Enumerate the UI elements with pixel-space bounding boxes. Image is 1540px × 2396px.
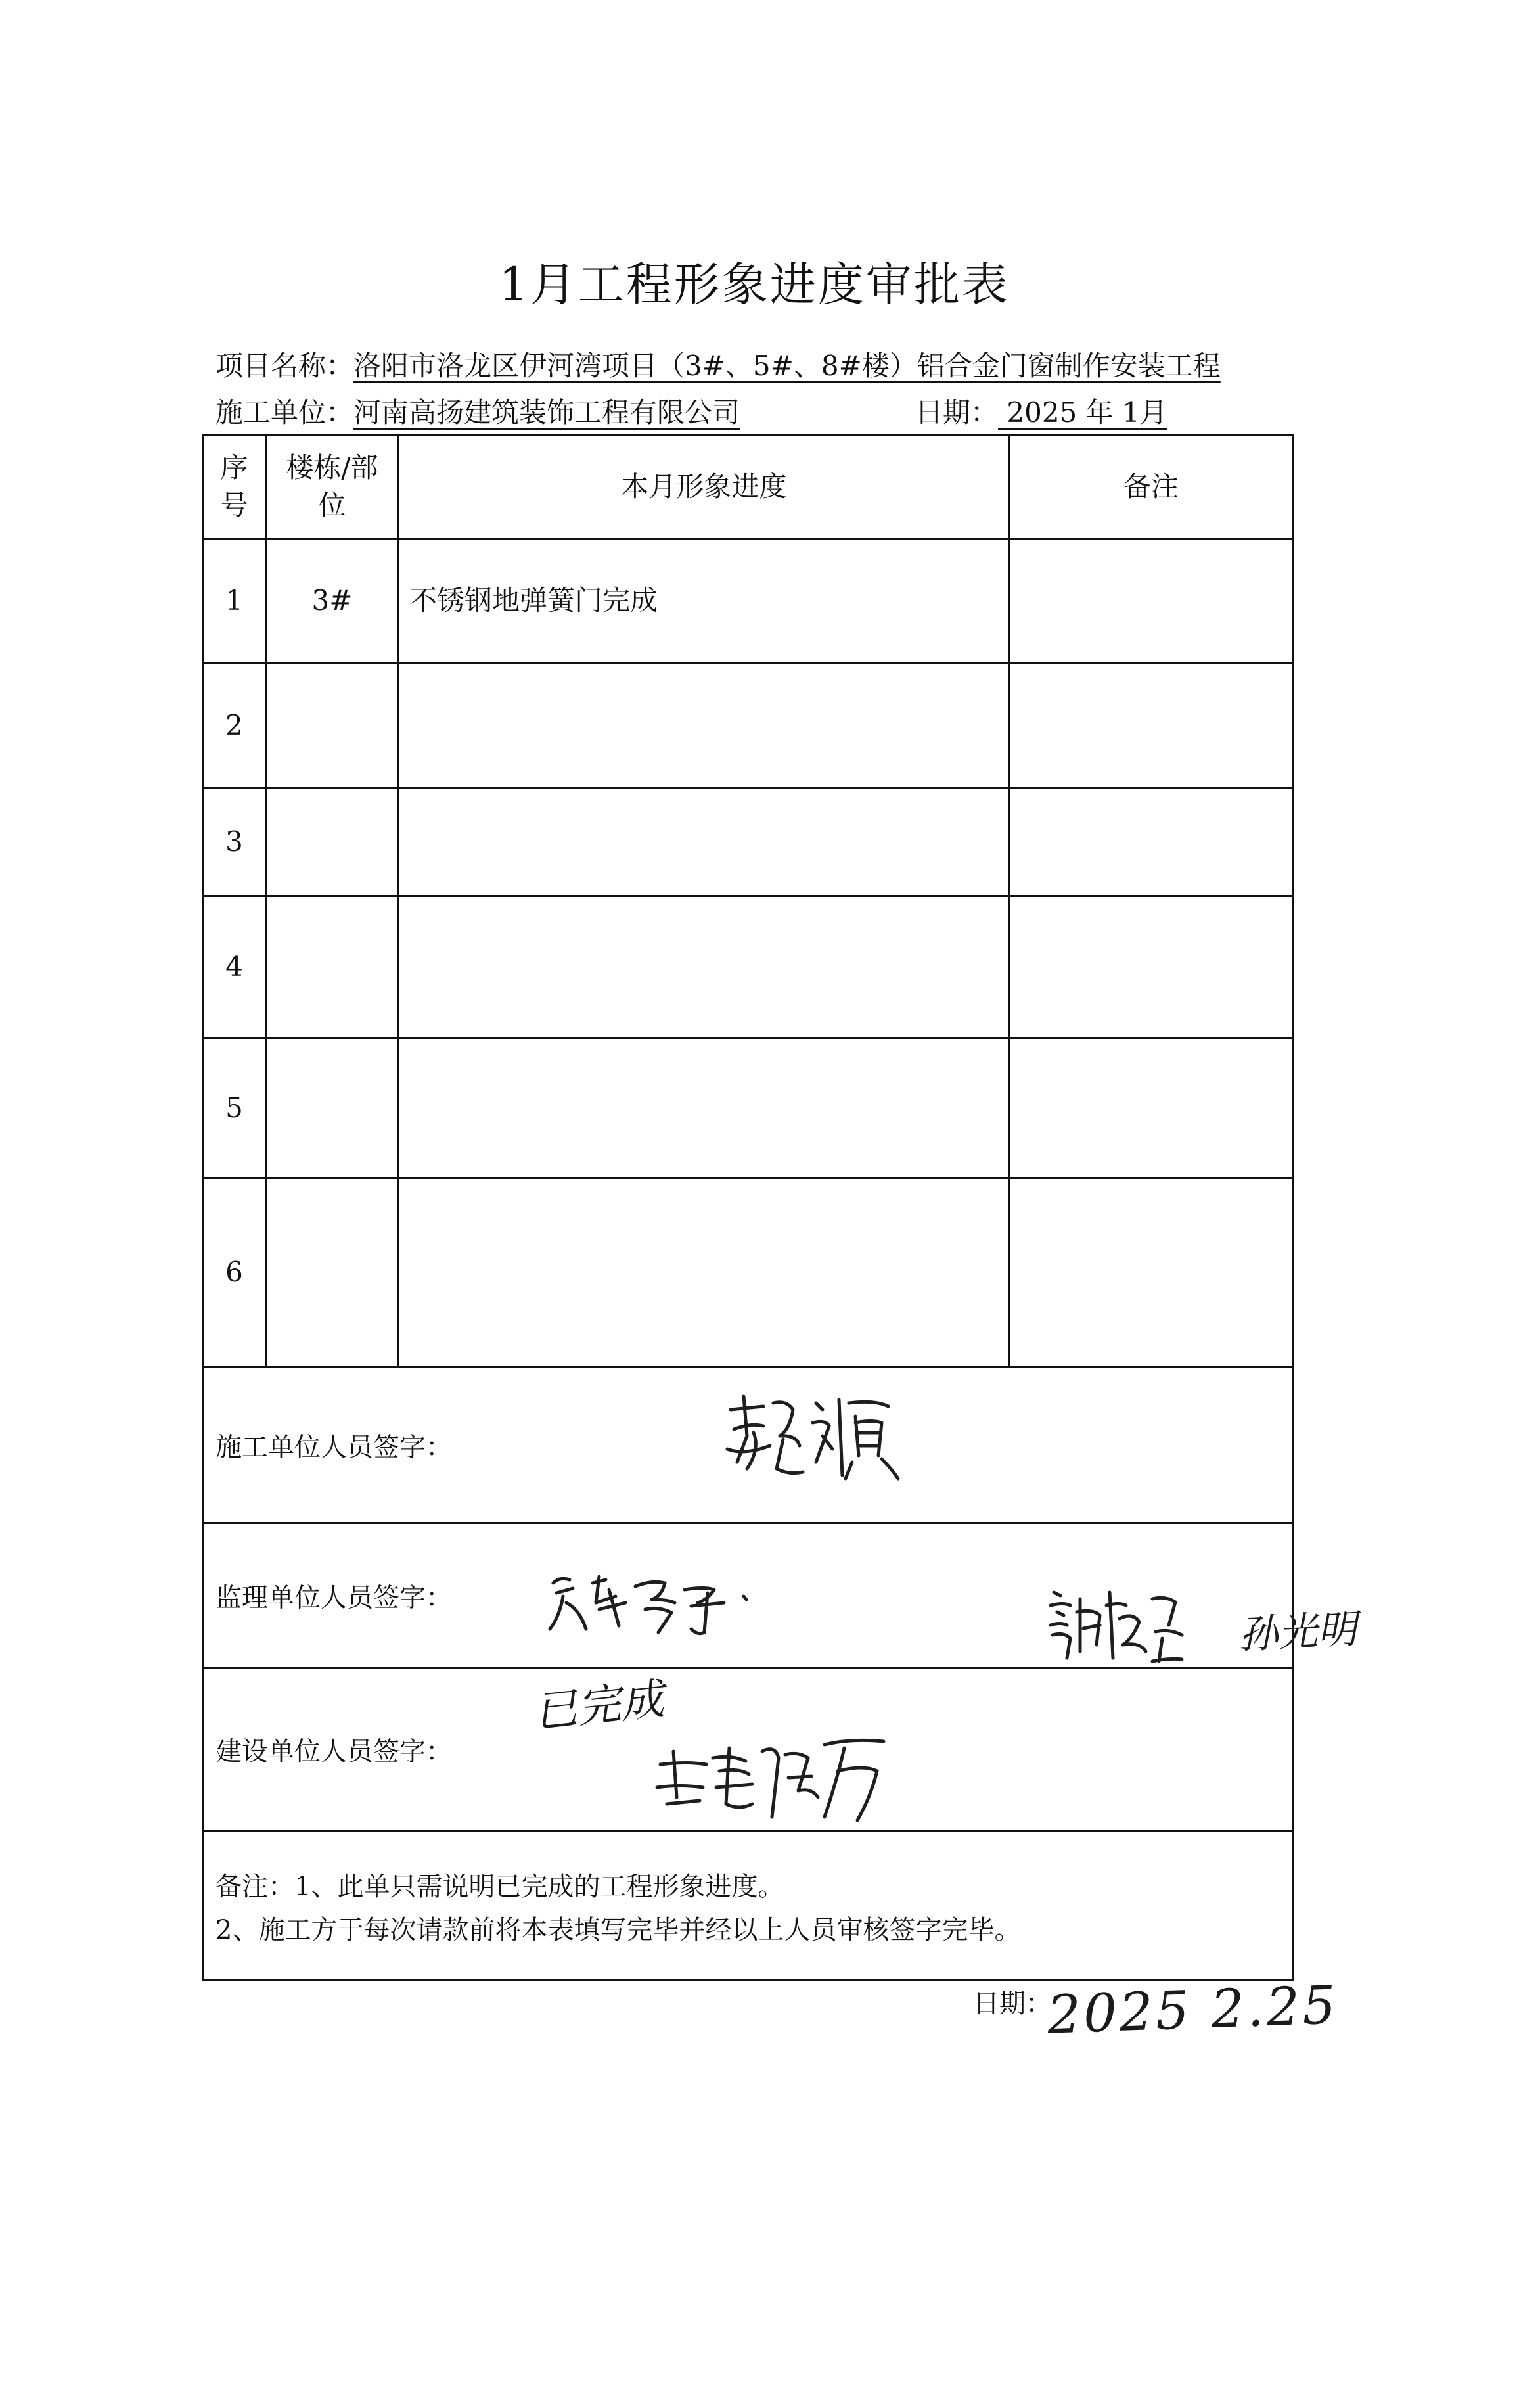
notes-row — [204, 1832, 1292, 1979]
contractor-label: 施工单位： — [215, 396, 354, 428]
progress-cell: 不锈钢地弹簧门完成 — [399, 540, 1010, 662]
building-cell — [267, 1039, 399, 1177]
progress-cell — [399, 1179, 1010, 1366]
row-number: 5 — [204, 1039, 267, 1177]
remarks-cell — [1010, 1039, 1292, 1177]
contractor-signature — [724, 1383, 901, 1483]
row-number: 3 — [204, 789, 267, 895]
header-building — [267, 436, 399, 538]
supervisor-signature-2 — [1047, 1579, 1186, 1664]
row-number: 4 — [204, 897, 267, 1037]
footer-date-label: 日期： — [973, 1989, 1052, 2019]
row-number: 1 — [204, 540, 267, 662]
row-number: 2 — [204, 664, 267, 787]
owner-handwritten-note: 已完成 — [532, 1673, 667, 1738]
date-month: 1 — [1122, 396, 1140, 428]
table-row — [204, 540, 1292, 664]
project-name: 洛阳市洛龙区伊河湾项目（3#、5#、8#楼）铝合金门窗制作安装工程 — [353, 350, 1221, 382]
note-line-1: 备注：1、此单只需说明已完成的工程形象进度。 — [215, 1872, 784, 1902]
header-no-line2: 号 — [220, 489, 248, 521]
remarks-cell — [1010, 540, 1292, 662]
project-line — [215, 348, 1221, 384]
owner-signature-label: 建设单位人员签字： — [215, 1736, 452, 1767]
date-value — [998, 396, 1167, 428]
project-label: 项目名称： — [215, 350, 354, 382]
form-title: 1月工程形象进度审批表 — [499, 258, 1010, 311]
remarks-cell — [1010, 897, 1292, 1037]
remarks-cell — [1010, 664, 1292, 787]
table-row — [204, 664, 1292, 789]
row-number: 6 — [204, 1179, 267, 1366]
date-year-unit: 年 — [1085, 396, 1114, 428]
progress-cell — [399, 789, 1010, 895]
date-line — [915, 395, 1167, 430]
supervisor-signature-label: 监理单位人员签字： — [215, 1582, 452, 1613]
owner-signature — [647, 1725, 894, 1826]
contractor-name: 河南高扬建筑装饰工程有限公司 — [353, 396, 740, 428]
table-row — [204, 897, 1292, 1039]
progress-cell — [399, 664, 1010, 787]
date-year: 2025 — [1007, 396, 1077, 428]
remarks-cell — [1010, 1179, 1292, 1366]
contractor-line — [215, 395, 740, 430]
note-line-2: 2、施工方于每次请款前将本表填写完毕并经以上人员审核签字完毕。 — [215, 1915, 1021, 1945]
building-cell — [267, 664, 399, 787]
header-no — [204, 436, 267, 538]
date-month-unit: 月 — [1139, 396, 1167, 428]
remarks-cell — [1010, 789, 1292, 895]
header-progress: 本月形象进度 — [399, 436, 1010, 538]
table-row — [204, 1179, 1292, 1368]
header-remarks: 备注 — [1123, 470, 1179, 503]
table-row — [204, 1039, 1292, 1179]
building-cell — [267, 789, 399, 895]
progress-cell — [399, 897, 1010, 1037]
supervisor-handwritten-name: 孙光明 — [1237, 1606, 1358, 1659]
notes — [215, 1865, 1020, 1952]
building-cell — [267, 1179, 399, 1366]
header-no-line1: 序 — [220, 451, 248, 484]
header-building-line1: 楼栋/部 — [286, 451, 378, 484]
contractor-signature-label: 施工单位人员签字： — [215, 1432, 452, 1463]
building-cell: 3# — [267, 540, 399, 662]
progress-cell — [399, 1039, 1010, 1177]
footer-date-handwritten: 2025 2.25 — [1046, 1974, 1340, 2046]
date-label: 日期： — [915, 396, 999, 428]
table-header-row — [204, 436, 1292, 540]
supervisor-signature-1 — [547, 1563, 755, 1640]
table-row — [204, 789, 1292, 897]
header-building-line2: 位 — [318, 489, 346, 521]
building-cell — [267, 897, 399, 1037]
